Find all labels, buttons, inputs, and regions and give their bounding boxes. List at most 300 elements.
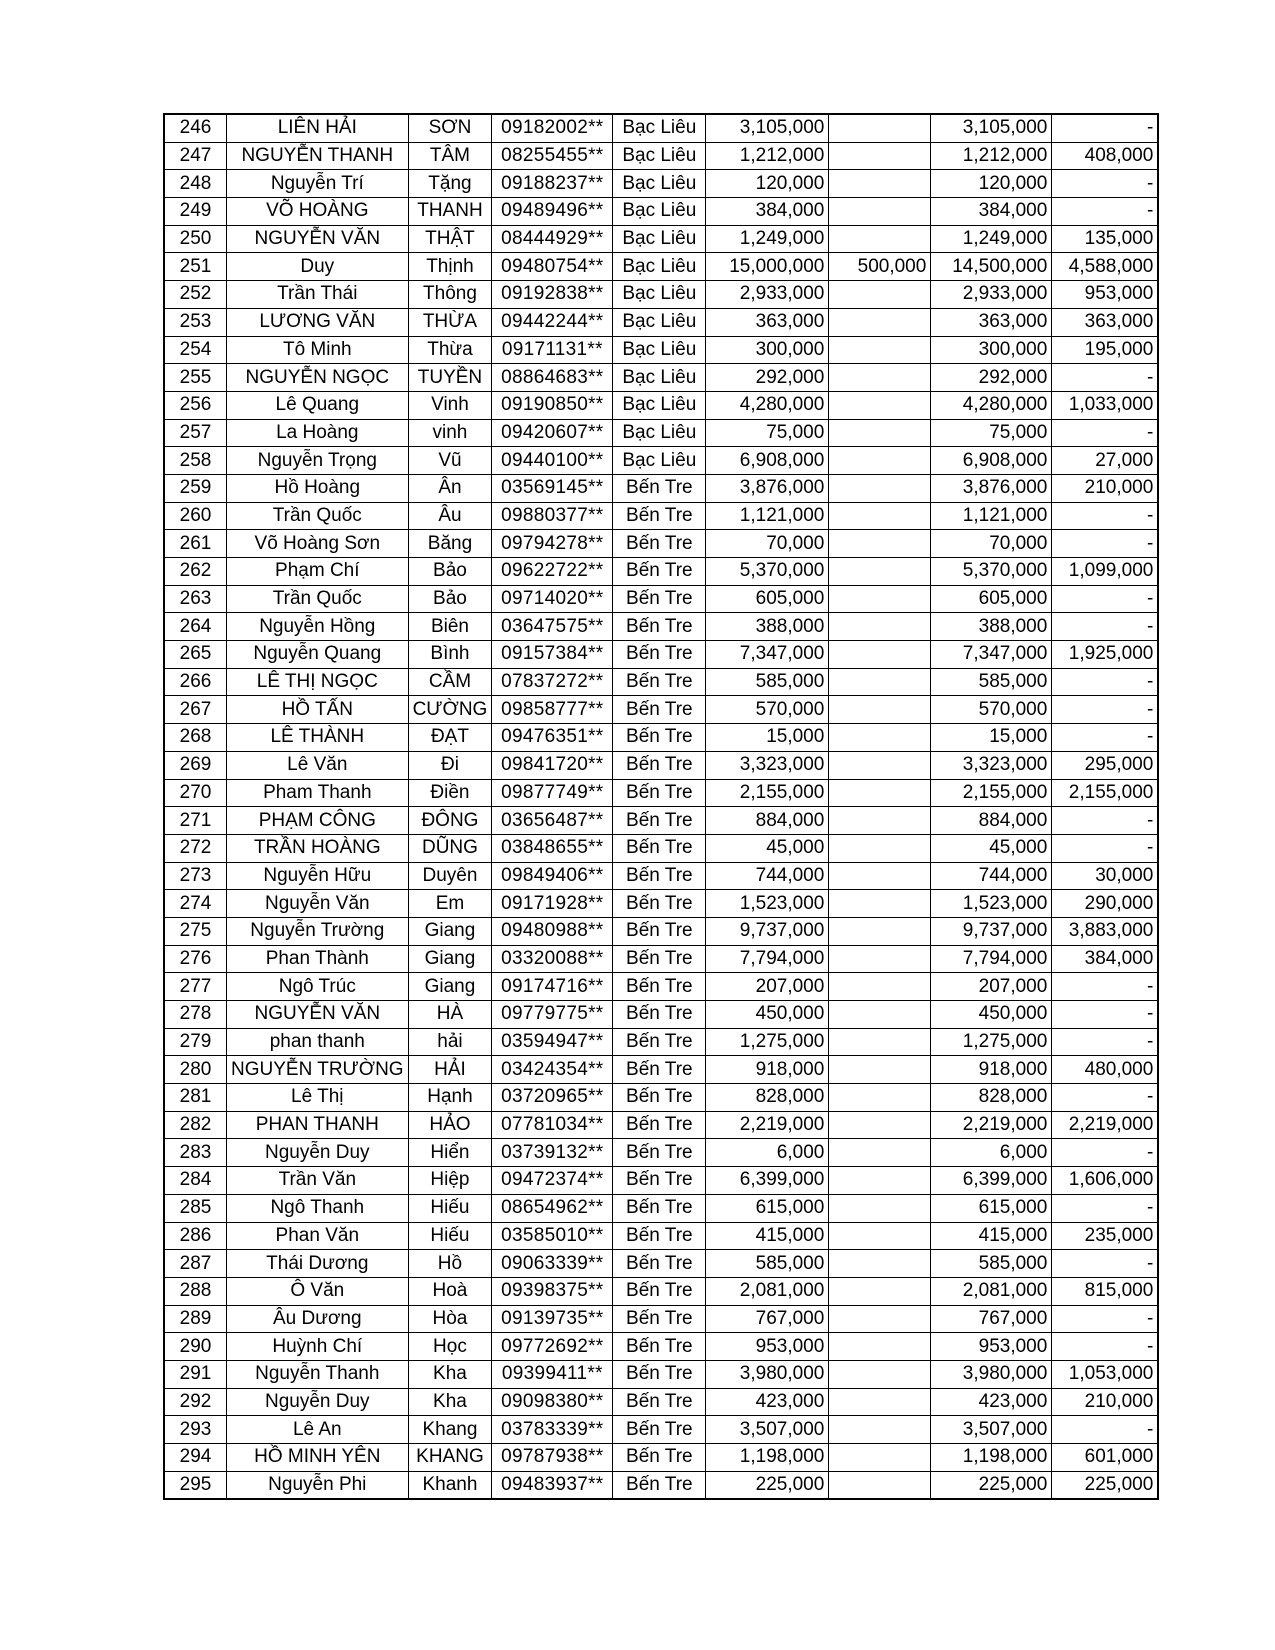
row-number-cell: 254: [164, 336, 227, 364]
row-number-cell: 256: [164, 391, 227, 419]
amount-net-cell: 1,523,000: [931, 890, 1052, 918]
amount-remaining-cell: 384,000: [1052, 945, 1159, 973]
amount-total-cell: 415,000: [706, 1222, 829, 1250]
family-name-cell: La Hoàng: [227, 419, 409, 447]
row-number-cell: 268: [164, 724, 227, 752]
family-name-cell: NGUYỄN TRƯỜNG: [227, 1056, 409, 1084]
amount-deducted-cell: [829, 668, 931, 696]
province-cell: Bến Tre: [613, 530, 706, 558]
given-name-cell: Hòa: [408, 1305, 492, 1333]
amount-net-cell: 615,000: [931, 1194, 1052, 1222]
province-cell: Bến Tre: [613, 696, 706, 724]
given-name-cell: Giang: [408, 945, 492, 973]
province-cell: Bến Tre: [613, 558, 706, 586]
given-name-cell: Đi: [408, 751, 492, 779]
family-name-cell: Nguyễn Duy: [227, 1388, 409, 1416]
amount-net-cell: 605,000: [931, 585, 1052, 613]
beneficiary-table: [163, 113, 1159, 1500]
table-row: [164, 890, 1158, 918]
family-name-cell: Nguyễn Thanh: [227, 1360, 409, 1388]
amount-remaining-cell: -: [1052, 419, 1159, 447]
phone-number-cell: 09174716**: [492, 973, 613, 1001]
province-cell: Bến Tre: [613, 1444, 706, 1472]
family-name-cell: Lê Thị: [227, 1084, 409, 1112]
row-number-cell: 251: [164, 253, 227, 281]
table-row: [164, 1084, 1158, 1112]
given-name-cell: Hồ: [408, 1250, 492, 1278]
amount-total-cell: 1,275,000: [706, 1028, 829, 1056]
amount-remaining-cell: -: [1052, 530, 1159, 558]
amount-remaining-cell: 1,925,000: [1052, 641, 1159, 669]
amount-total-cell: 7,794,000: [706, 945, 829, 973]
given-name-cell: Duyên: [408, 862, 492, 890]
table-row: [164, 973, 1158, 1001]
province-cell: Bạc Liêu: [613, 114, 706, 142]
amount-remaining-cell: -: [1052, 364, 1159, 392]
amount-total-cell: 585,000: [706, 1250, 829, 1278]
amount-total-cell: 70,000: [706, 530, 829, 558]
row-number-cell: 293: [164, 1416, 227, 1444]
amount-net-cell: 744,000: [931, 862, 1052, 890]
phone-number-cell: 09182002**: [492, 114, 613, 142]
amount-total-cell: 585,000: [706, 668, 829, 696]
table-row: [164, 1194, 1158, 1222]
row-number-cell: 257: [164, 419, 227, 447]
province-cell: Bến Tre: [613, 862, 706, 890]
amount-deducted-cell: [829, 336, 931, 364]
amount-deducted-cell: [829, 142, 931, 170]
amount-remaining-cell: 1,033,000: [1052, 391, 1159, 419]
amount-deducted-cell: [829, 862, 931, 890]
amount-deducted-cell: [829, 973, 931, 1001]
phone-number-cell: 09476351**: [492, 724, 613, 752]
province-cell: Bến Tre: [613, 751, 706, 779]
amount-net-cell: 2,155,000: [931, 779, 1052, 807]
province-cell: Bến Tre: [613, 724, 706, 752]
province-cell: Bến Tre: [613, 1471, 706, 1499]
table-row: [164, 1444, 1158, 1472]
given-name-cell: THANH: [408, 198, 492, 226]
amount-deducted-cell: [829, 585, 931, 613]
amount-remaining-cell: -: [1052, 1084, 1159, 1112]
amount-net-cell: 3,980,000: [931, 1360, 1052, 1388]
given-name-cell: ĐÔNG: [408, 807, 492, 835]
family-name-cell: Nguyễn Trường: [227, 917, 409, 945]
amount-total-cell: 828,000: [706, 1084, 829, 1112]
family-name-cell: LIÊN HẢI: [227, 114, 409, 142]
phone-number-cell: 09849406**: [492, 862, 613, 890]
amount-net-cell: 1,121,000: [931, 502, 1052, 530]
given-name-cell: CƯỜNG: [408, 696, 492, 724]
given-name-cell: Khang: [408, 1416, 492, 1444]
family-name-cell: Lê Văn: [227, 751, 409, 779]
amount-net-cell: 1,198,000: [931, 1444, 1052, 1472]
phone-number-cell: 08864683**: [492, 364, 613, 392]
table-row: [164, 1416, 1158, 1444]
table-row: [164, 779, 1158, 807]
amount-deducted-cell: [829, 890, 931, 918]
table-row: [164, 308, 1158, 336]
amount-remaining-cell: 210,000: [1052, 474, 1159, 502]
province-cell: Bến Tre: [613, 1167, 706, 1195]
table-row: [164, 613, 1158, 641]
row-number-cell: 264: [164, 613, 227, 641]
given-name-cell: Biên: [408, 613, 492, 641]
amount-total-cell: 292,000: [706, 364, 829, 392]
province-cell: Bạc Liêu: [613, 336, 706, 364]
phone-number-cell: 03656487**: [492, 807, 613, 835]
amount-net-cell: 388,000: [931, 613, 1052, 641]
amount-deducted-cell: [829, 558, 931, 586]
table-row: [164, 1388, 1158, 1416]
row-number-cell: 288: [164, 1277, 227, 1305]
amount-total-cell: 384,000: [706, 198, 829, 226]
amount-deducted-cell: [829, 696, 931, 724]
amount-total-cell: 3,876,000: [706, 474, 829, 502]
phone-number-cell: 09188237**: [492, 170, 613, 198]
amount-deducted-cell: [829, 1416, 931, 1444]
phone-number-cell: 09171131**: [492, 336, 613, 364]
amount-total-cell: 300,000: [706, 336, 829, 364]
row-number-cell: 290: [164, 1333, 227, 1361]
given-name-cell: HẢI: [408, 1056, 492, 1084]
amount-total-cell: 2,219,000: [706, 1111, 829, 1139]
phone-number-cell: 09139735**: [492, 1305, 613, 1333]
amount-deducted-cell: [829, 1194, 931, 1222]
table-row: [164, 945, 1158, 973]
table-row: [164, 1056, 1158, 1084]
amount-net-cell: 14,500,000: [931, 253, 1052, 281]
row-number-cell: 280: [164, 1056, 227, 1084]
family-name-cell: Trần Văn: [227, 1167, 409, 1195]
phone-number-cell: 09772692**: [492, 1333, 613, 1361]
phone-number-cell: 09858777**: [492, 696, 613, 724]
amount-net-cell: 9,737,000: [931, 917, 1052, 945]
table-row: [164, 834, 1158, 862]
phone-number-cell: 03569145**: [492, 474, 613, 502]
province-cell: Bến Tre: [613, 1028, 706, 1056]
given-name-cell: Ân: [408, 474, 492, 502]
table-row: [164, 1222, 1158, 1250]
amount-net-cell: 570,000: [931, 696, 1052, 724]
province-cell: Bến Tre: [613, 807, 706, 835]
phone-number-cell: 03739132**: [492, 1139, 613, 1167]
province-cell: Bến Tre: [613, 502, 706, 530]
phone-number-cell: 09190850**: [492, 391, 613, 419]
amount-remaining-cell: 135,000: [1052, 225, 1159, 253]
table-row: [164, 751, 1158, 779]
province-cell: Bến Tre: [613, 973, 706, 1001]
phone-number-cell: 09442244**: [492, 308, 613, 336]
phone-number-cell: 03585010**: [492, 1222, 613, 1250]
table-row: [164, 142, 1158, 170]
amount-deducted-cell: [829, 1305, 931, 1333]
family-name-cell: phan thanh: [227, 1028, 409, 1056]
amount-deducted-cell: [829, 391, 931, 419]
amount-total-cell: 120,000: [706, 170, 829, 198]
amount-deducted-cell: [829, 170, 931, 198]
table-row: [164, 474, 1158, 502]
phone-number-cell: 09472374**: [492, 1167, 613, 1195]
row-number-cell: 272: [164, 834, 227, 862]
row-number-cell: 292: [164, 1388, 227, 1416]
amount-deducted-cell: [829, 807, 931, 835]
table-row: [164, 1167, 1158, 1195]
amount-total-cell: 1,198,000: [706, 1444, 829, 1472]
row-number-cell: 246: [164, 114, 227, 142]
amount-total-cell: 4,280,000: [706, 391, 829, 419]
province-cell: Bến Tre: [613, 779, 706, 807]
given-name-cell: Kha: [408, 1360, 492, 1388]
family-name-cell: Nguyễn Văn: [227, 890, 409, 918]
phone-number-cell: 07781034**: [492, 1111, 613, 1139]
phone-number-cell: 03848655**: [492, 834, 613, 862]
province-cell: Bến Tre: [613, 1388, 706, 1416]
amount-net-cell: 70,000: [931, 530, 1052, 558]
given-name-cell: vinh: [408, 419, 492, 447]
amount-deducted-cell: [829, 945, 931, 973]
row-number-cell: 253: [164, 308, 227, 336]
family-name-cell: LÊ THỊ NGỌC: [227, 668, 409, 696]
family-name-cell: HỒ TẤN: [227, 696, 409, 724]
family-name-cell: Ngô Thanh: [227, 1194, 409, 1222]
amount-deducted-cell: [829, 419, 931, 447]
given-name-cell: Bảo: [408, 558, 492, 586]
amount-net-cell: 300,000: [931, 336, 1052, 364]
amount-remaining-cell: -: [1052, 502, 1159, 530]
province-cell: Bạc Liêu: [613, 225, 706, 253]
amount-total-cell: 75,000: [706, 419, 829, 447]
given-name-cell: Hiển: [408, 1139, 492, 1167]
amount-deducted-cell: [829, 447, 931, 475]
family-name-cell: Tô Minh: [227, 336, 409, 364]
province-cell: Bến Tre: [613, 1360, 706, 1388]
amount-deducted-cell: [829, 779, 931, 807]
amount-remaining-cell: 601,000: [1052, 1444, 1159, 1472]
family-name-cell: Nguyễn Phi: [227, 1471, 409, 1499]
table-row: [164, 502, 1158, 530]
row-number-cell: 276: [164, 945, 227, 973]
province-cell: Bến Tre: [613, 613, 706, 641]
amount-total-cell: 570,000: [706, 696, 829, 724]
row-number-cell: 281: [164, 1084, 227, 1112]
phone-number-cell: 09399411**: [492, 1360, 613, 1388]
phone-number-cell: 09794278**: [492, 530, 613, 558]
family-name-cell: Trần Thái: [227, 281, 409, 309]
amount-net-cell: 207,000: [931, 973, 1052, 1001]
amount-remaining-cell: -: [1052, 834, 1159, 862]
amount-net-cell: 1,275,000: [931, 1028, 1052, 1056]
table-row: [164, 668, 1158, 696]
amount-deducted-cell: [829, 1084, 931, 1112]
family-name-cell: PHAN THANH: [227, 1111, 409, 1139]
amount-remaining-cell: -: [1052, 1194, 1159, 1222]
province-cell: Bến Tre: [613, 1084, 706, 1112]
province-cell: Bến Tre: [613, 1250, 706, 1278]
amount-net-cell: 423,000: [931, 1388, 1052, 1416]
given-name-cell: Tặng: [408, 170, 492, 198]
amount-total-cell: 1,121,000: [706, 502, 829, 530]
amount-total-cell: 3,105,000: [706, 114, 829, 142]
phone-number-cell: 09841720**: [492, 751, 613, 779]
given-name-cell: Hoà: [408, 1277, 492, 1305]
amount-total-cell: 1,212,000: [706, 142, 829, 170]
amount-total-cell: 953,000: [706, 1333, 829, 1361]
given-name-cell: Hiếu: [408, 1222, 492, 1250]
table-row: [164, 1333, 1158, 1361]
province-cell: Bạc Liêu: [613, 447, 706, 475]
province-cell: Bến Tre: [613, 1305, 706, 1333]
given-name-cell: Hạnh: [408, 1084, 492, 1112]
amount-deducted-cell: [829, 917, 931, 945]
province-cell: Bến Tre: [613, 1139, 706, 1167]
family-name-cell: Nguyễn Quang: [227, 641, 409, 669]
amount-remaining-cell: -: [1052, 1416, 1159, 1444]
table-row: [164, 558, 1158, 586]
amount-remaining-cell: -: [1052, 585, 1159, 613]
amount-deducted-cell: [829, 641, 931, 669]
table-body: [164, 114, 1158, 1499]
province-cell: Bến Tre: [613, 890, 706, 918]
phone-number-cell: 03647575**: [492, 613, 613, 641]
row-number-cell: 282: [164, 1111, 227, 1139]
amount-deducted-cell: [829, 751, 931, 779]
amount-deducted-cell: [829, 198, 931, 226]
amount-total-cell: 1,249,000: [706, 225, 829, 253]
province-cell: Bến Tre: [613, 1111, 706, 1139]
amount-remaining-cell: 210,000: [1052, 1388, 1159, 1416]
amount-net-cell: 120,000: [931, 170, 1052, 198]
row-number-cell: 252: [164, 281, 227, 309]
amount-total-cell: 2,933,000: [706, 281, 829, 309]
province-cell: Bến Tre: [613, 1222, 706, 1250]
amount-total-cell: 9,737,000: [706, 917, 829, 945]
amount-remaining-cell: 2,155,000: [1052, 779, 1159, 807]
province-cell: Bến Tre: [613, 834, 706, 862]
phone-number-cell: 08255455**: [492, 142, 613, 170]
table-row: [164, 807, 1158, 835]
family-name-cell: Phan Văn: [227, 1222, 409, 1250]
row-number-cell: 259: [164, 474, 227, 502]
amount-deducted-cell: [829, 502, 931, 530]
amount-total-cell: 423,000: [706, 1388, 829, 1416]
province-cell: Bến Tre: [613, 1001, 706, 1029]
amount-net-cell: 415,000: [931, 1222, 1052, 1250]
province-cell: Bến Tre: [613, 1056, 706, 1084]
amount-net-cell: 3,323,000: [931, 751, 1052, 779]
amount-total-cell: 6,000: [706, 1139, 829, 1167]
row-number-cell: 270: [164, 779, 227, 807]
amount-net-cell: 585,000: [931, 1250, 1052, 1278]
given-name-cell: Vinh: [408, 391, 492, 419]
amount-deducted-cell: [829, 1056, 931, 1084]
amount-remaining-cell: 408,000: [1052, 142, 1159, 170]
amount-deducted-cell: [829, 724, 931, 752]
province-cell: Bến Tre: [613, 1194, 706, 1222]
amount-remaining-cell: -: [1052, 1001, 1159, 1029]
amount-remaining-cell: 30,000: [1052, 862, 1159, 890]
row-number-cell: 283: [164, 1139, 227, 1167]
amount-net-cell: 828,000: [931, 1084, 1052, 1112]
amount-deducted-cell: [829, 1111, 931, 1139]
row-number-cell: 258: [164, 447, 227, 475]
row-number-cell: 263: [164, 585, 227, 613]
given-name-cell: HẢO: [408, 1111, 492, 1139]
province-cell: Bạc Liêu: [613, 308, 706, 336]
phone-number-cell: 09063339**: [492, 1250, 613, 1278]
given-name-cell: CẦM: [408, 668, 492, 696]
phone-number-cell: 07837272**: [492, 668, 613, 696]
province-cell: Bạc Liêu: [613, 364, 706, 392]
given-name-cell: TÂM: [408, 142, 492, 170]
family-name-cell: Ngô Trúc: [227, 973, 409, 1001]
given-name-cell: Âu: [408, 502, 492, 530]
given-name-cell: Kha: [408, 1388, 492, 1416]
amount-net-cell: 7,794,000: [931, 945, 1052, 973]
amount-remaining-cell: 815,000: [1052, 1277, 1159, 1305]
family-name-cell: NGUYỄN VĂN: [227, 225, 409, 253]
phone-number-cell: 09157384**: [492, 641, 613, 669]
row-number-cell: 284: [164, 1167, 227, 1195]
phone-number-cell: 03320088**: [492, 945, 613, 973]
given-name-cell: Hiếu: [408, 1194, 492, 1222]
family-name-cell: NGUYỄN THANH: [227, 142, 409, 170]
phone-number-cell: 09480988**: [492, 917, 613, 945]
table-row: [164, 696, 1158, 724]
amount-remaining-cell: 363,000: [1052, 308, 1159, 336]
amount-net-cell: 1,212,000: [931, 142, 1052, 170]
amount-deducted-cell: [829, 530, 931, 558]
amount-remaining-cell: 3,883,000: [1052, 917, 1159, 945]
amount-remaining-cell: 295,000: [1052, 751, 1159, 779]
amount-remaining-cell: -: [1052, 696, 1159, 724]
amount-total-cell: 3,980,000: [706, 1360, 829, 1388]
amount-total-cell: 3,323,000: [706, 751, 829, 779]
amount-net-cell: 4,280,000: [931, 391, 1052, 419]
row-number-cell: 295: [164, 1471, 227, 1499]
amount-net-cell: 585,000: [931, 668, 1052, 696]
amount-remaining-cell: -: [1052, 1139, 1159, 1167]
table-row: [164, 114, 1158, 142]
given-name-cell: Thông: [408, 281, 492, 309]
amount-remaining-cell: -: [1052, 198, 1159, 226]
family-name-cell: Nguyễn Trí: [227, 170, 409, 198]
given-name-cell: ĐẠT: [408, 724, 492, 752]
amount-total-cell: 605,000: [706, 585, 829, 613]
amount-total-cell: 363,000: [706, 308, 829, 336]
given-name-cell: Em: [408, 890, 492, 918]
phone-number-cell: 09714020**: [492, 585, 613, 613]
row-number-cell: 273: [164, 862, 227, 890]
amount-deducted-cell: [829, 613, 931, 641]
province-cell: Bến Tre: [613, 668, 706, 696]
given-name-cell: SƠN: [408, 114, 492, 142]
given-name-cell: KHANG: [408, 1444, 492, 1472]
amount-net-cell: 767,000: [931, 1305, 1052, 1333]
given-name-cell: Bình: [408, 641, 492, 669]
given-name-cell: Giang: [408, 917, 492, 945]
table-row: [164, 1001, 1158, 1029]
given-name-cell: hải: [408, 1028, 492, 1056]
amount-total-cell: 918,000: [706, 1056, 829, 1084]
row-number-cell: 248: [164, 170, 227, 198]
table-row: [164, 336, 1158, 364]
family-name-cell: Pham Thanh: [227, 779, 409, 807]
amount-net-cell: 2,219,000: [931, 1111, 1052, 1139]
amount-deducted-cell: [829, 1360, 931, 1388]
province-cell: Bến Tre: [613, 474, 706, 502]
family-name-cell: Nguyễn Trọng: [227, 447, 409, 475]
